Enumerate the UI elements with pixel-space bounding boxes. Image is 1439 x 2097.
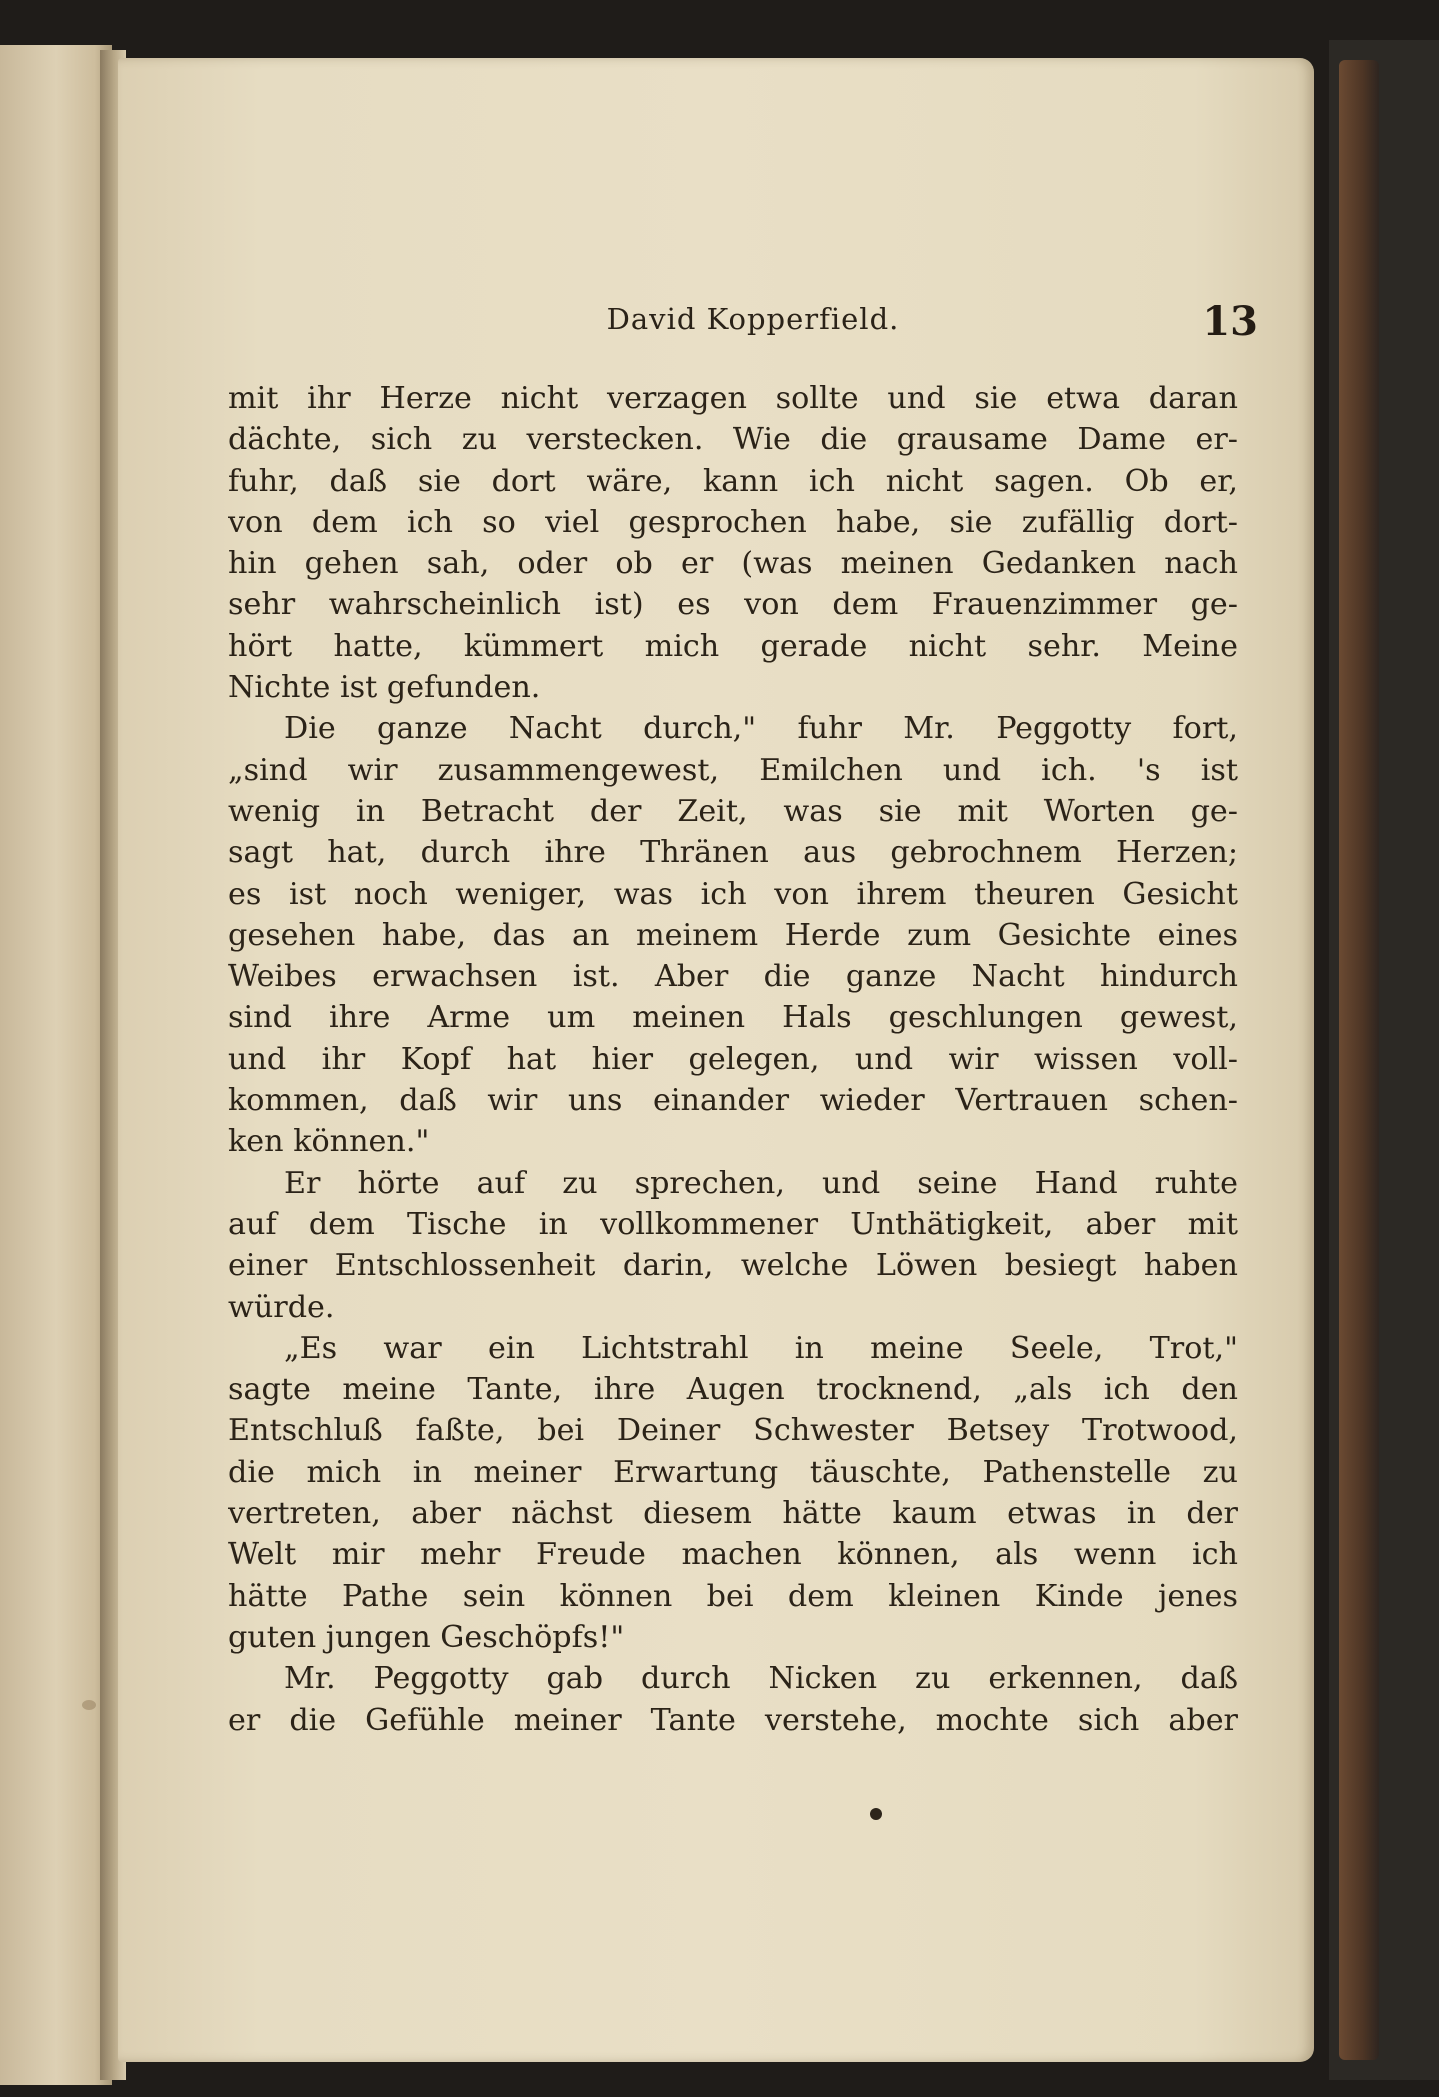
book-page xyxy=(118,58,1314,2062)
text-line: „sind wir zusammengewest, Emilchen und ich. 's ist xyxy=(228,752,1238,788)
page-number: 13 xyxy=(1202,298,1258,345)
text-line: sind ihre Arme um meinen Hals geschlungen gewest, xyxy=(228,1000,1238,1036)
paper-stain xyxy=(82,1700,96,1710)
body-text xyxy=(228,378,1238,1741)
text-line: Nichte ist gefunden. xyxy=(228,670,541,706)
text-line: mit ihr Herze nicht verzagen sollte und sie etwa daran xyxy=(228,381,1238,416)
book-cover-edge xyxy=(1339,60,1379,2060)
text-line: guten jungen Geschöpfs!" xyxy=(228,1619,625,1655)
text-line: vertreten, aber nächst diesem hätte kaum etwas in der xyxy=(228,1496,1238,1532)
text-line: wenig in Betracht der Zeit, was sie mit Worten ge- xyxy=(228,793,1238,829)
text-line: hätte Pathe sein können bei dem kleinen Kinde jenes xyxy=(228,1578,1238,1614)
text-line: Er hörte auf zu sprechen, und seine Hand ruhte xyxy=(284,1165,1238,1201)
facing-page xyxy=(0,45,112,2085)
text-line: Welt mir mehr Freude machen können, als wenn ich xyxy=(228,1537,1238,1573)
text-line: Weibes erwachsen ist. Aber die ganze Nacht hindurch xyxy=(228,959,1238,995)
text-line: sagt hat, durch ihre Thränen aus gebrochnem Herzen; xyxy=(228,835,1238,871)
text-line: sagte meine Tante, ihre Augen trocknend, „als ich den xyxy=(228,1372,1238,1408)
text-line: von dem ich so viel gesprochen habe, sie zufällig dort- xyxy=(228,504,1238,540)
running-title: David Kopperfield. xyxy=(606,302,900,336)
text-line: es ist noch weniger, was ich von ihrem theuren Gesicht xyxy=(228,876,1238,912)
text-line: er die Gefühle meiner Tante verstehe, mochte sich aber xyxy=(228,1702,1238,1738)
text-line: kommen, daß wir uns einander wieder Vertrauen schen- xyxy=(228,1083,1238,1119)
text-line: einer Entschlossenheit darin, welche Löwen besiegt haben xyxy=(228,1248,1238,1284)
text-line: Entschluß faßte, bei Deiner Schwester Betsey Trotwood, xyxy=(228,1413,1238,1449)
text-line: dächte, sich zu verstecken. Wie die grausame Dame er- xyxy=(228,422,1238,458)
text-line: „Es war ein Lichtstrahl in meine Seele, Trot," xyxy=(284,1330,1238,1366)
text-line: ken können." xyxy=(228,1124,430,1160)
page-header xyxy=(248,298,1258,358)
text-line: hört hatte, kümmert mich gerade nicht sehr. Meine xyxy=(228,628,1238,664)
ink-dot xyxy=(870,1808,882,1820)
text-line: Mr. Peggotty gab durch Nicken zu erkennen, daß xyxy=(284,1661,1238,1697)
text-line: Die ganze Nacht durch," fuhr Mr. Peggotty fort, xyxy=(284,711,1238,747)
text-line: die mich in meiner Erwartung täuschte, Pathenstelle zu xyxy=(228,1454,1238,1490)
text-line: und ihr Kopf hat hier gelegen, und wir wissen voll- xyxy=(228,1041,1238,1077)
text-line: würde. xyxy=(228,1289,335,1325)
text-line: hin gehen sah, oder ob er (was meinen Gedanken nach xyxy=(228,546,1238,582)
text-line: fuhr, daß sie dort wäre, kann ich nicht sagen. Ob er, xyxy=(228,463,1238,499)
text-line: sehr wahrscheinlich ist) es von dem Frauenzimmer ge- xyxy=(228,587,1238,623)
text-line: auf dem Tische in vollkommener Unthätigkeit, aber mit xyxy=(228,1206,1238,1242)
text-line: gesehen habe, das an meinem Herde zum Gesichte eines xyxy=(228,917,1238,953)
